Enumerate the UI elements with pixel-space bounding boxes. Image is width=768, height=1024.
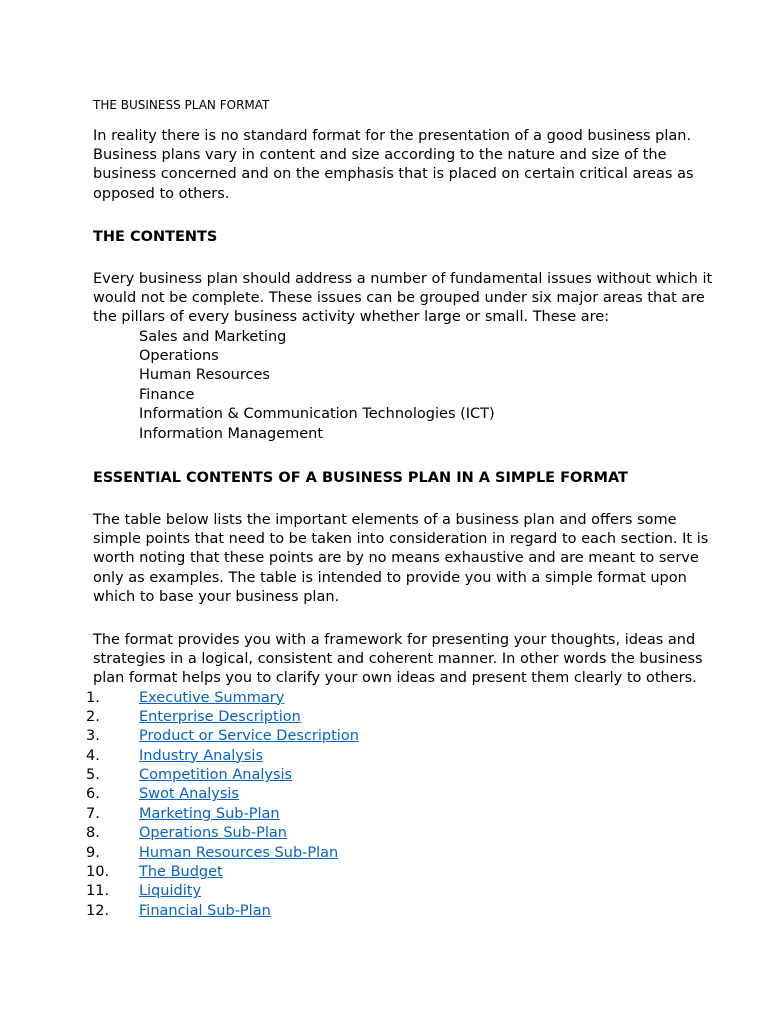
format-line: plan format helps you to clarify your own ideas and present them clearly to others. [93, 670, 697, 687]
toc-number: 8. [86, 825, 100, 842]
toc-link-swot-analysis[interactable]: Swot Analysis [139, 786, 239, 803]
toc-number: 6. [86, 786, 100, 803]
major-area-item: Finance [139, 386, 195, 403]
toc-link-marketing-sub-plan[interactable]: Marketing Sub-Plan [139, 805, 280, 822]
contents-line: would not be complete. These issues can be grouped under six major areas that are [93, 289, 705, 306]
major-area-item: Sales and Marketing [139, 328, 287, 345]
toc-link-liquidity[interactable]: Liquidity [139, 883, 202, 900]
toc-number: 12. [86, 902, 110, 919]
toc-number: 4. [86, 747, 100, 764]
toc-number: 10. [86, 864, 110, 881]
format-line: strategies in a logical, consistent and coherent manner. In other words the business [93, 650, 703, 667]
format-line: The format provides you with a framework for presenting your thoughts, ideas and [93, 631, 696, 648]
contents-paragraph [93, 270, 713, 328]
toc-link-the-budget[interactable]: The Budget [139, 864, 223, 881]
toc-link-human-resources-sub-plan[interactable]: Human Resources Sub-Plan [139, 844, 339, 861]
table-intro-line: The table below lists the important elements of a business plan and offers some [93, 511, 677, 528]
intro-line: business concerned and on the emphasis that is placed on certain critical areas as [93, 166, 694, 183]
intro-line: opposed to others. [93, 185, 230, 202]
toc-link-financial-sub-plan[interactable]: Financial Sub-Plan [139, 902, 271, 919]
table-intro-paragraph [93, 511, 709, 608]
major-area-item: Information & Communication Technologies (ICT) [139, 406, 495, 423]
toc-link-competition-analysis[interactable]: Competition Analysis [139, 767, 293, 784]
major-area-item: Operations [139, 347, 219, 364]
toc-number: 5. [86, 767, 100, 784]
toc-link-industry-analysis[interactable]: Industry Analysis [139, 747, 263, 764]
essential-contents-heading: ESSENTIAL CONTENTS OF A BUSINESS PLAN IN A SIMPLE FORMAT [93, 469, 628, 486]
table-intro-line: only as examples. The table is intended to provide you with a simple format upon [93, 569, 687, 586]
intro-paragraph [93, 127, 694, 205]
toc-number: 3. [86, 728, 100, 745]
toc-number: 11. [86, 883, 110, 900]
major-area-item: Information Management [139, 425, 324, 442]
table-intro-line: which to base your business plan. [93, 589, 340, 606]
toc-number: 9. [86, 844, 100, 861]
toc-number: 1. [86, 689, 100, 706]
intro-line: In reality there is no standard format for the presentation of a good business plan. [93, 127, 692, 144]
table-intro-line: simple points that need to be taken into consideration in regard to each section. It is [93, 530, 709, 547]
toc-link-product-or-service-description[interactable]: Product or Service Description [139, 728, 359, 745]
table-intro-line: worth noting that these points are by no means exhaustive and are meant to serve [93, 550, 699, 567]
toc-link-operations-sub-plan[interactable]: Operations Sub-Plan [139, 825, 288, 842]
format-paragraph [93, 631, 703, 689]
major-areas-list [139, 328, 495, 444]
toc-link-enterprise-description[interactable]: Enterprise Description [139, 708, 301, 725]
contents-line: the pillars of every business activity whether large or small. These are: [93, 309, 610, 326]
toc-link-executive-summary[interactable]: Executive Summary [139, 689, 285, 706]
intro-line: Business plans vary in content and size according to the nature and size of the [93, 146, 667, 163]
contents-line: Every business plan should address a number of fundamental issues without which it [93, 270, 713, 287]
major-area-item: Human Resources [139, 367, 270, 384]
contents-heading: THE CONTENTS [93, 228, 218, 245]
toc-number: 2. [86, 708, 100, 725]
toc-number: 7. [86, 805, 100, 822]
document-title: THE BUSINESS PLAN FORMAT [93, 98, 270, 112]
